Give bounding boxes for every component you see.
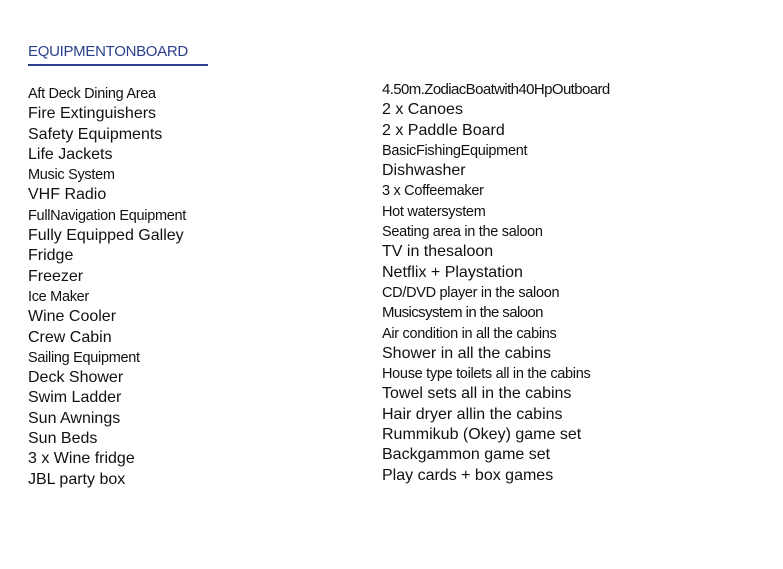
list-item: Deck Shower	[28, 369, 124, 387]
list-item: Air condition in all the cabins	[382, 325, 557, 342]
section-heading: EQUIPMENTONBOARD	[28, 43, 188, 60]
list-item: Hair dryer allin the cabins	[382, 405, 563, 423]
list-item: Netflix + Playstation	[382, 263, 523, 281]
list-item: Aft Deck Dining Area	[28, 86, 156, 102]
list-item: Towel sets all in the cabins	[382, 385, 572, 403]
list-item: Shower in all the cabins	[382, 344, 551, 362]
list-item: VHF Radio	[28, 186, 107, 204]
list-item: Sun Beds	[28, 430, 98, 448]
list-item: 4.50m.ZodiacBoatwith40HpOutboard	[382, 81, 610, 98]
heading-underline	[28, 64, 208, 66]
list-item: Ice Maker	[28, 288, 89, 305]
list-item: 3 x Wine fridge	[28, 450, 135, 468]
list-item: Life Jackets	[28, 145, 113, 163]
list-item: Music System	[28, 167, 115, 184]
list-item: Fully Equipped Galley	[28, 227, 184, 245]
list-item: JBL party box	[28, 470, 126, 488]
list-item: Fire Extinguishers	[28, 105, 157, 123]
list-item: House type toilets all in the cabins	[382, 366, 591, 383]
list-item: Sun Awnings	[28, 409, 121, 427]
right-equipment-list	[382, 80, 772, 486]
list-item: Safety Equipments	[28, 125, 163, 143]
list-item: Backgammon game set	[382, 446, 551, 464]
list-item: FullNavigation Equipment	[28, 207, 187, 224]
list-item: CD/DVD player in the saloon	[382, 284, 560, 301]
list-item: 2 x Paddle Board	[382, 121, 505, 139]
list-item: Fridge	[28, 247, 74, 265]
list-item: Crew Cabin	[28, 328, 112, 346]
left-equipment-list	[28, 84, 358, 490]
list-item: Sailing Equipment	[28, 349, 140, 366]
list-item: BasicFishingEquipment	[382, 142, 528, 159]
list-item: Wine Cooler	[28, 308, 117, 326]
list-item: Musicsystem in the saloon	[382, 304, 543, 322]
list-item: Freezer	[28, 267, 84, 285]
list-item: TV in thesaloon	[382, 243, 494, 261]
list-item: Seating area in the saloon	[382, 224, 543, 241]
list-item: Dishwasher	[382, 162, 466, 180]
list-item: Rummikub (Okey) game set	[382, 426, 582, 444]
list-item: 3 x Coffeemaker	[382, 183, 484, 200]
list-item: 2 x Canoes	[382, 101, 463, 119]
list-item: Swim Ladder	[28, 389, 122, 407]
list-item: Hot watersystem	[382, 203, 486, 220]
list-item: Play cards + box games	[382, 466, 554, 484]
